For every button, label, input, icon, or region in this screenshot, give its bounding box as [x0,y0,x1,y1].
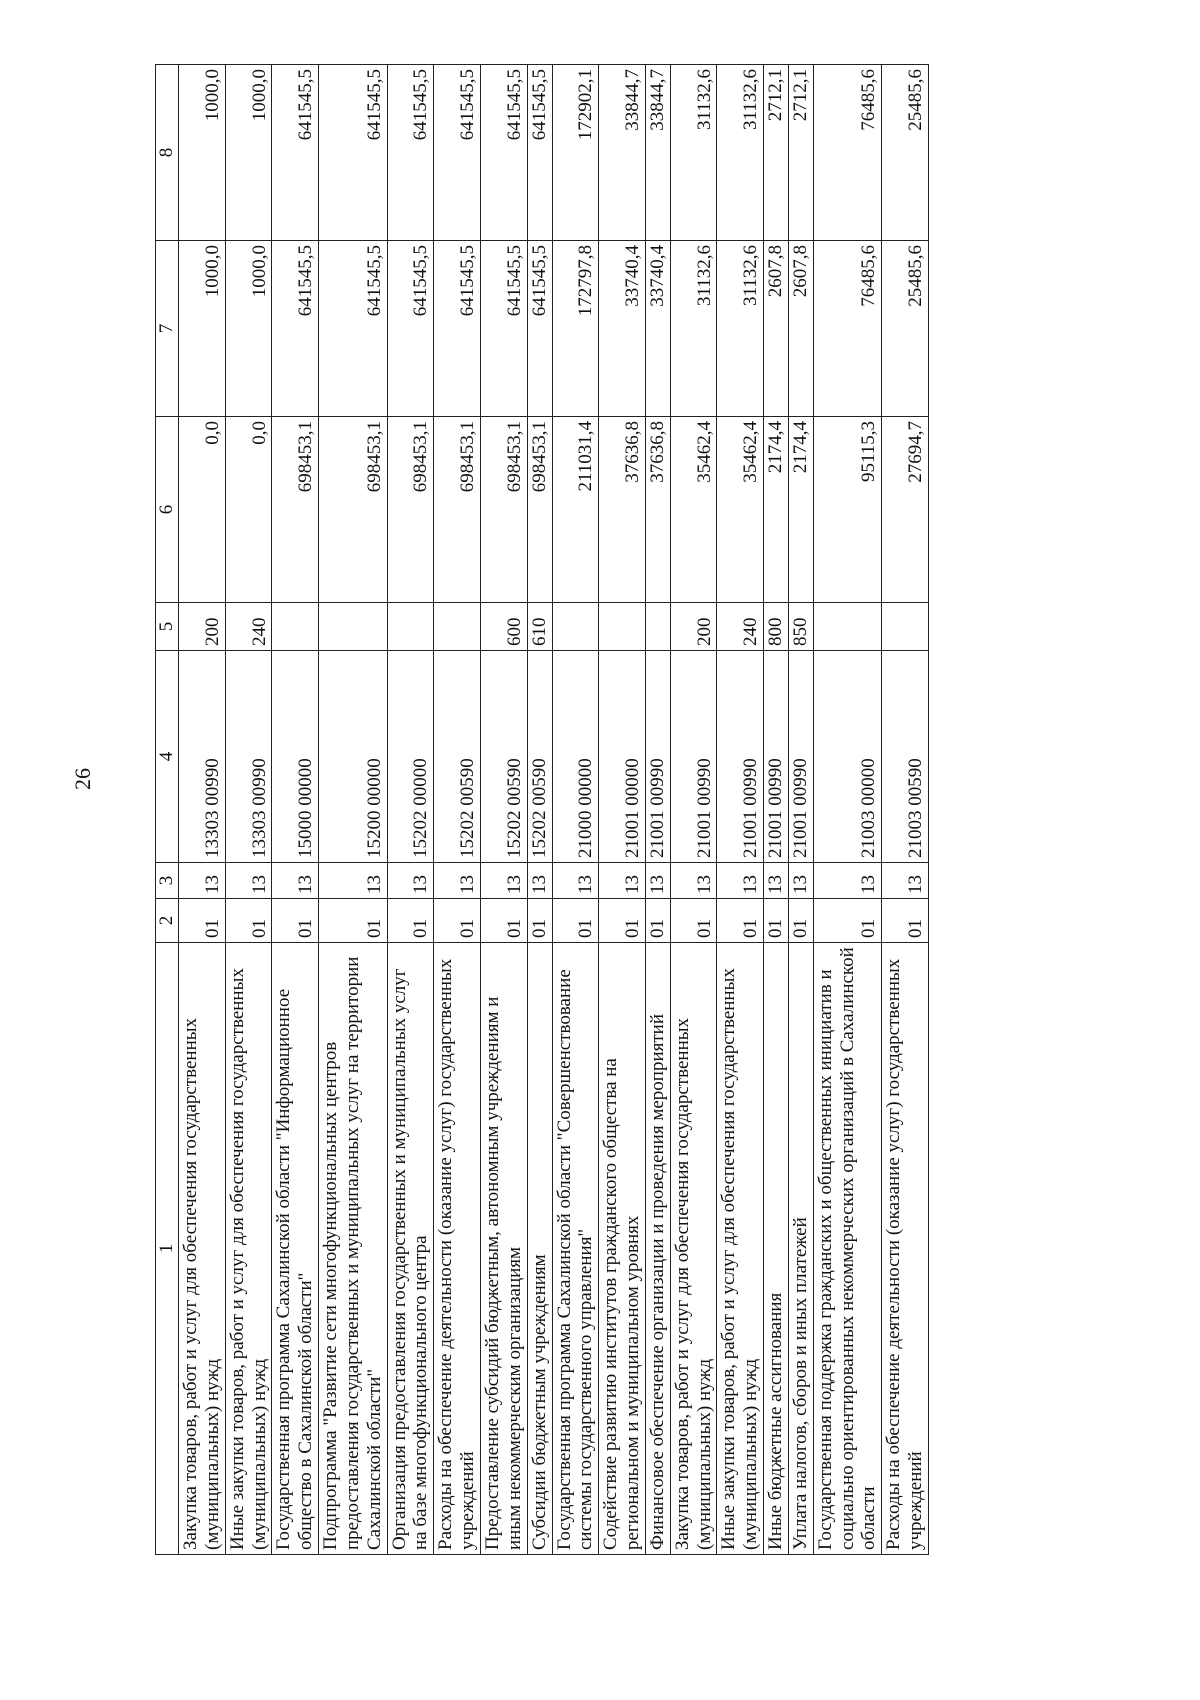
row-amount-col8: 641545,5 [434,65,481,241]
row-section-code: 01 [434,899,481,943]
row-target-code: 21001 00990 [645,651,670,863]
row-subsection-code: 13 [599,863,646,899]
table-row [225,65,272,1555]
table-row [599,65,646,1555]
row-target-code: 21003 00000 [813,651,882,863]
row-expense-type-code [319,603,388,651]
row-target-code: 21001 00000 [599,651,646,863]
row-amount-col6: 211031,4 [552,417,599,603]
row-amount-col8: 641545,5 [480,65,527,241]
row-amount-col6: 37636,8 [599,417,646,603]
row-amount-col6: 698453,1 [272,417,319,603]
table-row [552,65,599,1555]
row-name: Закупка товаров, работ и услуг для обеспечения государственных (муниципальных) нужд [670,943,717,1555]
row-section-code: 01 [387,899,434,943]
row-subsection-code: 13 [764,863,789,899]
row-expense-type-code [882,603,929,651]
row-amount-col8: 1000,0 [225,65,272,241]
header-col-1: 1 [156,943,179,1555]
header-col-7: 7 [156,241,179,417]
row-amount-col8: 31132,6 [717,65,764,241]
row-section-code: 01 [319,899,388,943]
table-row [645,65,670,1555]
row-subsection-code: 13 [179,863,226,899]
row-expense-type-code [599,603,646,651]
row-section-code: 01 [717,899,764,943]
row-section-code: 01 [764,899,789,943]
row-amount-col8: 2712,1 [788,65,813,241]
row-target-code: 21003 00590 [882,651,929,863]
row-subsection-code: 13 [387,863,434,899]
row-name: Расходы на обеспечение деятельности (оказание услуг) государственных учреждений [882,943,929,1555]
row-target-code: 15202 00590 [434,651,481,863]
row-name: Предоставление субсидий бюджетным, автономным учреждениям и иным некоммерческим организациям [480,943,527,1555]
row-section-code: 01 [813,899,882,943]
row-amount-col7: 2607,8 [764,241,789,417]
row-section-code: 01 [599,899,646,943]
row-amount-col6: 2174,4 [764,417,789,603]
table-row [319,65,388,1555]
table-row [717,65,764,1555]
row-name: Закупка товаров, работ и услуг для обеспечения государственных (муниципальных) нужд [179,943,226,1555]
row-amount-col6: 95115,3 [813,417,882,603]
row-subsection-code: 13 [319,863,388,899]
row-amount-col6: 0,0 [225,417,272,603]
row-amount-col6: 37636,8 [645,417,670,603]
row-subsection-code: 13 [788,863,813,899]
row-name: Организация предоставления государственных и муниципальных услуг на базе многофункционального центра [387,943,434,1555]
row-amount-col6: 698453,1 [434,417,481,603]
header-col-6: 6 [156,417,179,603]
row-amount-col7: 641545,5 [527,241,552,417]
row-amount-col6: 698453,1 [387,417,434,603]
row-expense-type-code: 240 [225,603,272,651]
row-target-code: 13303 00990 [179,651,226,863]
row-expense-type-code: 600 [480,603,527,651]
row-name: Уплата налогов, сборов и иных платежей [788,943,813,1555]
row-amount-col8: 1000,0 [179,65,226,241]
row-subsection-code: 13 [670,863,717,899]
row-amount-col6: 698453,1 [527,417,552,603]
row-amount-col8: 641545,5 [527,65,552,241]
rotated-table-wrapper [155,65,929,1555]
row-amount-col7: 31132,6 [670,241,717,417]
row-expense-type-code [434,603,481,651]
row-amount-col8: 31132,6 [670,65,717,241]
row-target-code: 15202 00590 [527,651,552,863]
row-section-code: 01 [645,899,670,943]
row-amount-col8: 641545,5 [272,65,319,241]
row-target-code: 13303 00990 [225,651,272,863]
row-section-code: 01 [788,899,813,943]
table-body [179,65,929,1555]
header-col-2: 2 [156,899,179,943]
row-subsection-code: 13 [552,863,599,899]
table-row [179,65,226,1555]
row-name: Подпрограмма "Развитие сети многофункциональных центров предоставления государственных и муниципальных услуг на территории Сахалинской области" [319,943,388,1555]
row-amount-col7: 641545,5 [434,241,481,417]
row-section-code: 01 [552,899,599,943]
row-amount-col7: 172797,8 [552,241,599,417]
row-expense-type-code: 240 [717,603,764,651]
row-name: Содействие развитию институтов гражданского общества на региональном и муниципальном уровнях [599,943,646,1555]
row-amount-col6: 35462,4 [717,417,764,603]
row-amount-col8: 172902,1 [552,65,599,241]
row-amount-col8: 33844,7 [645,65,670,241]
row-subsection-code: 13 [527,863,552,899]
row-name: Иные бюджетные ассигнования [764,943,789,1555]
row-amount-col6: 27694,7 [882,417,929,603]
row-target-code: 21001 00990 [670,651,717,863]
row-amount-col7: 25485,6 [882,241,929,417]
row-name: Государственная поддержка гражданских и общественных инициатив и социально ориентированных некоммерческих организаций в Сахалинской области [813,943,882,1555]
row-section-code: 01 [179,899,226,943]
row-subsection-code: 13 [225,863,272,899]
table-row [813,65,882,1555]
row-amount-col7: 641545,5 [387,241,434,417]
row-subsection-code: 13 [434,863,481,899]
row-section-code: 01 [882,899,929,943]
header-col-5: 5 [156,603,179,651]
table-row [272,65,319,1555]
table-row [788,65,813,1555]
row-amount-col7: 76485,6 [813,241,882,417]
header-col-3: 3 [156,863,179,899]
budget-table [155,64,929,1555]
row-expense-type-code [387,603,434,651]
row-amount-col7: 641545,5 [272,241,319,417]
row-amount-col8: 641545,5 [319,65,388,241]
row-subsection-code: 13 [813,863,882,899]
row-expense-type-code [272,603,319,651]
row-expense-type-code: 800 [764,603,789,651]
row-expense-type-code: 850 [788,603,813,651]
table-row [480,65,527,1555]
row-section-code: 01 [480,899,527,943]
row-target-code: 15202 00000 [387,651,434,863]
row-amount-col8: 76485,6 [813,65,882,241]
row-amount-col8: 33844,7 [599,65,646,241]
row-target-code: 15202 00590 [480,651,527,863]
row-expense-type-code: 200 [179,603,226,651]
table-row [527,65,552,1555]
row-section-code: 01 [225,899,272,943]
row-subsection-code: 13 [882,863,929,899]
row-name: Иные закупки товаров, работ и услуг для обеспечения государственных (муниципальных) нужд [225,943,272,1555]
row-target-code: 15200 00000 [319,651,388,863]
row-subsection-code: 13 [480,863,527,899]
row-section-code: 01 [527,899,552,943]
row-expense-type-code: 610 [527,603,552,651]
table-row [670,65,717,1555]
row-subsection-code: 13 [272,863,319,899]
row-section-code: 01 [272,899,319,943]
table-row [764,65,789,1555]
row-amount-col7: 641545,5 [319,241,388,417]
row-subsection-code: 13 [645,863,670,899]
row-target-code: 15000 00000 [272,651,319,863]
row-name: Государственная программа Сахалинской области "Совершенствование системы государственного управления" [552,943,599,1555]
row-name: Иные закупки товаров, работ и услуг для обеспечения государственных (муниципальных) нужд [717,943,764,1555]
row-amount-col6: 35462,4 [670,417,717,603]
row-subsection-code: 13 [717,863,764,899]
row-target-code: 21001 00990 [764,651,789,863]
row-name: Финансовое обеспечение организации и проведения мероприятий [645,943,670,1555]
header-col-8: 8 [156,65,179,241]
row-amount-col7: 33740,4 [645,241,670,417]
header-col-4: 4 [156,651,179,863]
row-expense-type-code [645,603,670,651]
row-amount-col8: 2712,1 [764,65,789,241]
row-expense-type-code [552,603,599,651]
row-amount-col6: 698453,1 [480,417,527,603]
row-amount-col6: 0,0 [179,417,226,603]
table-header-row [156,65,179,1555]
row-target-code: 21001 00990 [788,651,813,863]
row-expense-type-code: 200 [670,603,717,651]
row-expense-type-code [813,603,882,651]
row-amount-col7: 1000,0 [225,241,272,417]
row-amount-col7: 1000,0 [179,241,226,417]
row-amount-col8: 641545,5 [387,65,434,241]
row-amount-col7: 641545,5 [480,241,527,417]
row-amount-col7: 31132,6 [717,241,764,417]
row-amount-col6: 2174,4 [788,417,813,603]
row-amount-col7: 33740,4 [599,241,646,417]
row-name: Расходы на обеспечение деятельности (оказание услуг) государственных учреждений [434,943,481,1555]
row-amount-col6: 698453,1 [319,417,388,603]
row-amount-col8: 25485,6 [882,65,929,241]
table-row [434,65,481,1555]
row-target-code: 21001 00990 [717,651,764,863]
row-target-code: 21000 00000 [552,651,599,863]
table-row [387,65,434,1555]
row-section-code: 01 [670,899,717,943]
row-amount-col7: 2607,8 [788,241,813,417]
row-name: Государственная программа Сахалинской области "Информационное общество в Сахалинской области" [272,943,319,1555]
row-name: Субсидии бюджетным учреждениям [527,943,552,1555]
table-row [882,65,929,1555]
page-number: 26 [70,768,95,790]
